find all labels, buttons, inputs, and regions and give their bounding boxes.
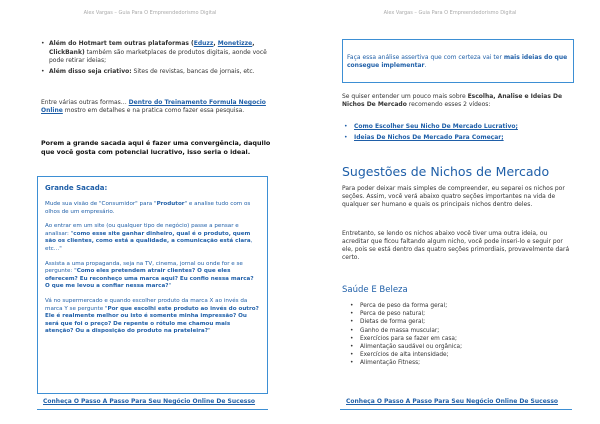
section-paragraph: Para poder deixar mais simples de compreender, eu separei os nichos por seções. Assim, você verá abaixo quatro seções importantes na vida de qualquer ser humano e quais os principais nichos dentro deles. (342, 185, 565, 208)
list-item: • Exercícios para se fazer em casa; (342, 335, 574, 343)
section-paragraph: Entretanto, se lendo os nichos abaixo você tiver uma outra ideia, ou acreditar que ficou faltando algum nicho, você pode inseri-lo e seguir por ele, pois se está dentro das quatro seções primordiais, provavelmente dará certo. (342, 230, 570, 261)
list-item (342, 123, 574, 131)
list-item: • Perca de peso natural; (342, 310, 574, 318)
footer-link[interactable]: Conheça O Passo A Passo Para Seu Negócio Online De Sucesso (43, 398, 256, 405)
box-paragraph: Mude sua visão de "Consumidor" para "Produtor" e analise tudo com os olhos de um empresário. (45, 201, 251, 215)
page-header: Alex Vargas – Guia Para O Empreendedorismo Digital (383, 10, 517, 16)
box-paragraph: Vá no supermercado e quando escolher produto da marca X ao invés da marca Y se pergunte "Por que escolhi este produto ao invés do outro? Ele é realmente melhor ou isto é somente minha impressão? Ou será que foi o preço? De repente o rótulo me chamou mais atenção? Ou a disposição do produto na prateleira?" (45, 297, 259, 335)
footer-divider (340, 409, 572, 410)
bullet-list (41, 40, 273, 78)
monetizze-link[interactable]: Monetizze (217, 40, 253, 47)
intro-paragraph: Entre várias outras formas… Dentro do Treinamento Formula Negocio Online mostro em detalhes e na pratica como fazer essa pesquisa. (41, 99, 266, 114)
footer-divider (37, 409, 268, 410)
list-item: • Exercícios de alta intensidade; (342, 351, 574, 359)
subsection-title: Saúde E Beleza (342, 285, 408, 295)
treinamento-link[interactable]: Dentro do Treinamento Formula Negocio Online (41, 99, 266, 114)
grande-sacada-box (37, 176, 268, 394)
list-item: • Ganho de massa muscular; (342, 327, 574, 335)
page-header: Alex Vargas – Guia Para O Empreendedorismo Digital (83, 10, 217, 16)
list-item: • Além disso seja criativo: Sites de revistas, bancas de jornais, etc. (41, 68, 273, 77)
video-link[interactable]: Ideias De Nichos De Mercado Para Começar; (354, 134, 504, 141)
niche-list (342, 302, 574, 368)
video-link[interactable]: Como Escolher Seu Nicho De Mercado Lucrativo; (354, 123, 518, 130)
eduzz-link[interactable]: Eduzz (193, 40, 214, 47)
highlight-paragraph: Porem a grande sacada aqui é fazer uma convergência, daquilo que você gosta com potencial lucrativo, isso seria o ideal. (41, 139, 271, 156)
video-links (342, 123, 574, 145)
list-item (342, 134, 574, 142)
list-item: • Alimentação saudável ou orgânica; (342, 343, 574, 351)
list-item: • Perca de peso da forma geral; (342, 302, 574, 310)
videos-intro: Se quiser entender um pouco mais sobre Escolha, Analise e Ideias De Nichos De Mercado recomendo esses 2 vídeos: (342, 93, 563, 108)
box-paragraph: Assista a uma propaganda, seja na TV, cinema, jornal ou onde for e se pergunte: "Como eles pretendem atrair clientes? O que eles oferecem? Eu reconheço uma marca aqui? Eu confio nessa marca? O que me levou a confiar nessa marca?" (45, 260, 254, 290)
section-title: Sugestões de Nichos de Mercado (342, 164, 550, 179)
box-paragraph: Ao entrar em um site (ou qualquer tipo de negócio) passe a pensar e analisar: "como esse site ganhar dinheiro, qual é o produto, quem são os clientes, como está a qualidade, a comunicação está clara, etc…" (45, 223, 253, 252)
list-item: • Além do Hotmart tem outras plataformas (Eduzz, Monetizze, ClickBank) também são marketplaces de produtos digitais, aonde você pode retirar ideias; (41, 40, 273, 66)
list-item: • Dietas de forma geral; (342, 318, 574, 326)
box-title: Grande Sacada: (45, 184, 108, 192)
footer-link[interactable]: Conheça O Passo A Passo Para Seu Negócio Online De Sucesso (346, 398, 559, 405)
list-item: • Alimentação Fitness; (342, 359, 574, 367)
analysis-box: Faça essa análise assertiva que com certeza vai ter mais ideias do que consegue implementar. (342, 39, 574, 83)
